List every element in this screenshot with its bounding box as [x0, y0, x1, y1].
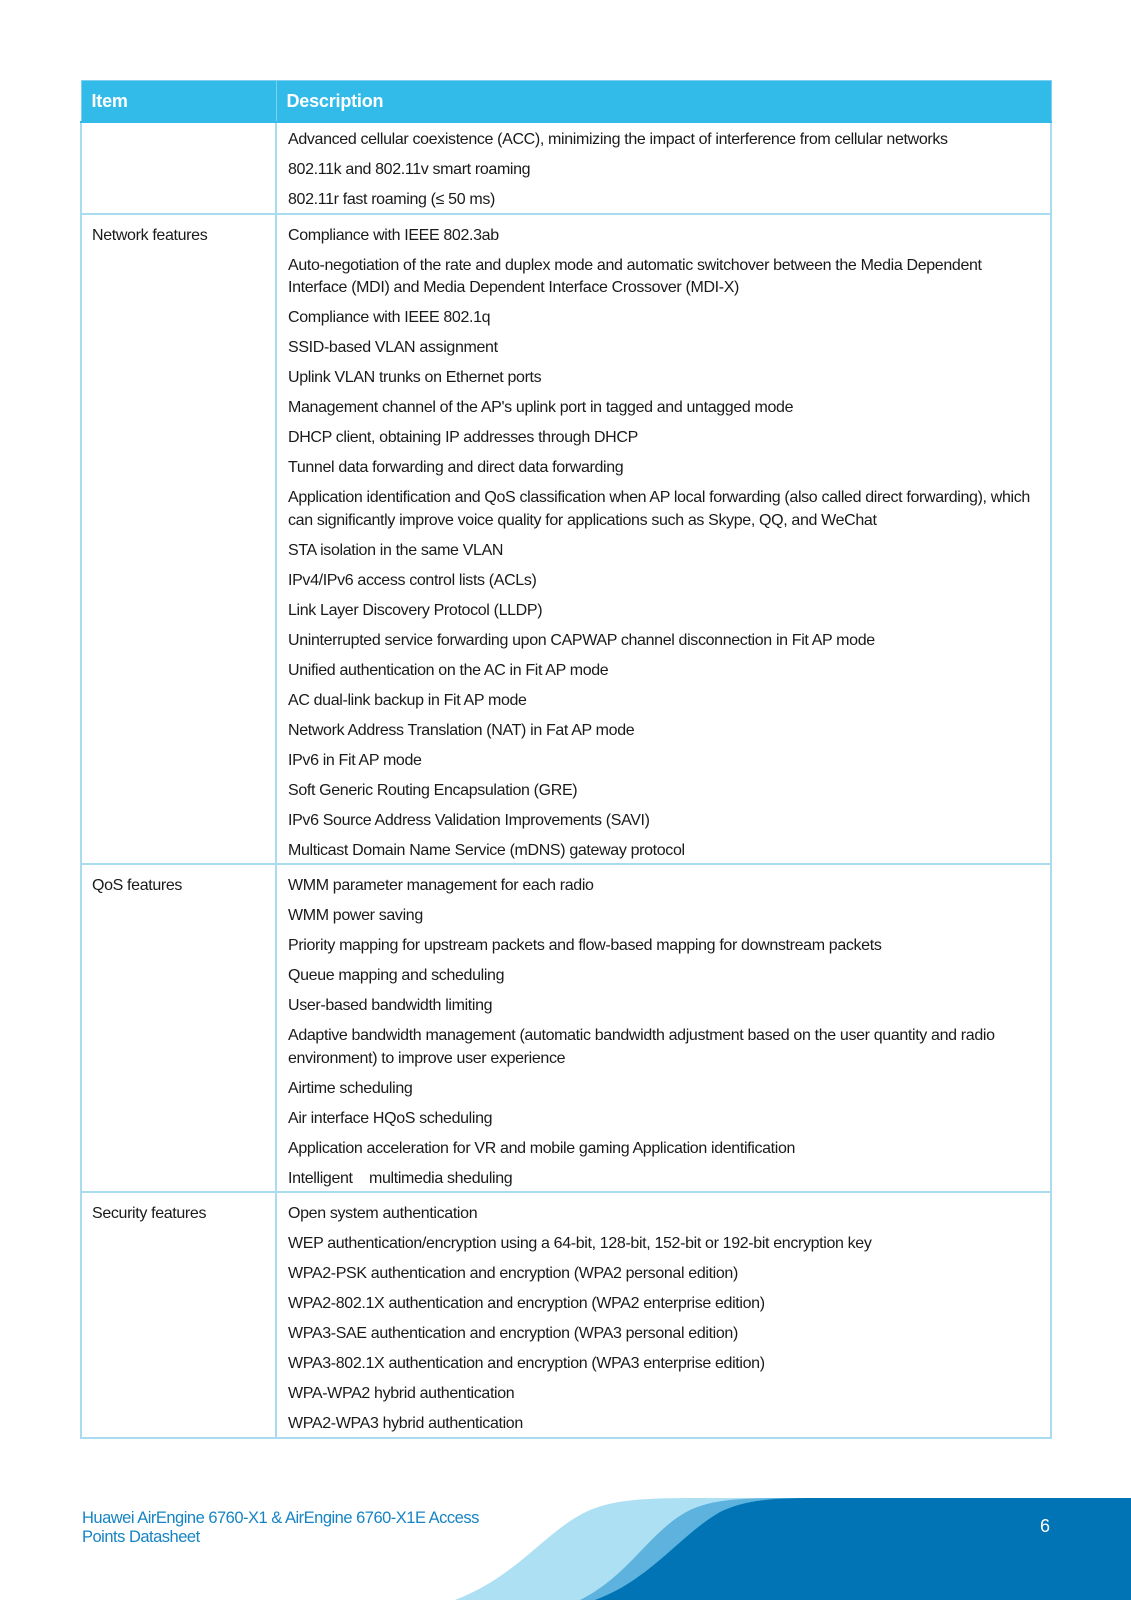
feature-line: Air interface HQoS scheduling [288, 1109, 493, 1127]
document-title [82, 1509, 542, 1547]
feature-line: Priority mapping for upstream packets and flow-based mapping for downstream packets [288, 937, 882, 954]
table-row-network-features [81, 214, 1051, 865]
feature-line: Compliance with IEEE 802.1q [288, 309, 491, 326]
feature-line: Advanced cellular coexistence (ACC), minimizing the impact of interference from cellular networks [288, 131, 948, 148]
feature-line: Uninterrupted service forwarding upon CAPWAP channel disconnection in Fit AP mode [288, 631, 875, 649]
feature-line: WPA3-802.1X authentication and encryption (WPA3 enterprise edition) [288, 1355, 765, 1372]
feature-line: Uplink VLAN trunks on Ethernet ports [288, 369, 542, 386]
description-cell [276, 122, 1051, 214]
feature-line: Unified authentication on the AC in Fit AP mode [288, 661, 609, 679]
feature-line: DHCP client, obtaining IP addresses through DHCP [288, 429, 638, 446]
feature-line: Tunnel data forwarding and direct data forwarding [288, 459, 624, 476]
feature-line: WPA2-802.1X authentication and encryption (WPA2 enterprise edition) [288, 1295, 765, 1312]
feature-line: STA isolation in the same VLAN [288, 541, 504, 559]
feature-line: IPv4/IPv6 access control lists (ACLs) [288, 571, 537, 589]
feature-line: WMM parameter management for each radio [288, 877, 594, 894]
feature-line: WPA2-WPA3 hybrid authentication [288, 1415, 523, 1432]
feature-line: WPA-WPA2 hybrid authentication [288, 1385, 515, 1402]
feature-line: Adaptive bandwidth management (automatic bandwidth adjustment based on the user quantity and radio environment) to improve user experience [288, 1027, 995, 1067]
feature-line: Intelligent multimedia sheduling [288, 1169, 513, 1187]
feature-line: Compliance with IEEE 802.3ab [288, 226, 499, 244]
feature-line: IPv6 in Fit AP mode [288, 751, 422, 769]
feature-line: WPA3-SAE authentication and encryption (WPA3 personal edition) [288, 1325, 738, 1342]
description-cell [276, 214, 1051, 865]
table-header-row [81, 81, 1051, 123]
feature-line: Network Address Translation (NAT) in Fat AP mode [288, 721, 635, 739]
feature-line: Multicast Domain Name Service (mDNS) gateway protocol [288, 841, 685, 859]
page-number: 6 [1039, 1516, 1050, 1536]
feature-line: Management channel of the AP's uplink port in tagged and untagged mode [288, 399, 794, 416]
feature-line: WPA2-PSK authentication and encryption (WPA2 personal edition) [288, 1265, 738, 1282]
table-row [81, 122, 1051, 214]
description-cell [276, 864, 1051, 1192]
feature-line: Application acceleration for VR and mobile gaming Application identification [288, 1139, 796, 1157]
column-header-item: Item [81, 81, 276, 123]
document-title-line2: Points Datasheet [82, 1528, 200, 1546]
item-cell [81, 122, 276, 214]
feature-line: 802.11k and 802.11v smart roaming [288, 161, 531, 178]
feature-line: WMM power saving [288, 907, 423, 924]
table-row-qos-features [81, 864, 1051, 1192]
feature-line: Airtime scheduling [288, 1079, 413, 1097]
item-cell: Network features [81, 214, 276, 865]
feature-line: 802.11r fast roaming (≤ 50 ms) [288, 191, 495, 208]
item-cell: QoS features [81, 864, 276, 1192]
feature-line: Link Layer Discovery Protocol (LLDP) [288, 601, 543, 619]
page-footer [0, 1480, 1131, 1600]
column-header-description: Description [276, 81, 1051, 123]
feature-line: Application identification and QoS classification when AP local forwarding (also called direct forwarding), which can significantly improve voice quality for applications such as Skype, QQ, and WeChat [288, 489, 1030, 529]
feature-line: Open system authentication [288, 1205, 478, 1222]
feature-line: WEP authentication/encryption using a 64-bit, 128-bit, 152-bit or 192-bit encryption key [288, 1235, 872, 1252]
feature-line: IPv6 Source Address Validation Improvements (SAVI) [288, 811, 650, 829]
feature-line: AC dual-link backup in Fit AP mode [288, 691, 527, 709]
specifications-table [80, 80, 1052, 1439]
description-cell [276, 1192, 1051, 1438]
feature-line: Soft Generic Routing Encapsulation (GRE) [288, 781, 578, 799]
feature-line: SSID-based VLAN assignment [288, 339, 498, 356]
feature-line: Auto-negotiation of the rate and duplex mode and automatic switchover between the Media Dependent Interface (MDI) and Media Dependent Interface Crossover (MDI-X) [288, 256, 982, 296]
feature-line: Queue mapping and scheduling [288, 967, 505, 984]
item-cell: Security features [81, 1192, 276, 1438]
document-title-line1: Huawei AirEngine 6760-X1 & AirEngine 6760-X1E Access [82, 1509, 479, 1527]
feature-line: User-based bandwidth limiting [288, 997, 493, 1014]
table-row-security-features [81, 1192, 1051, 1438]
